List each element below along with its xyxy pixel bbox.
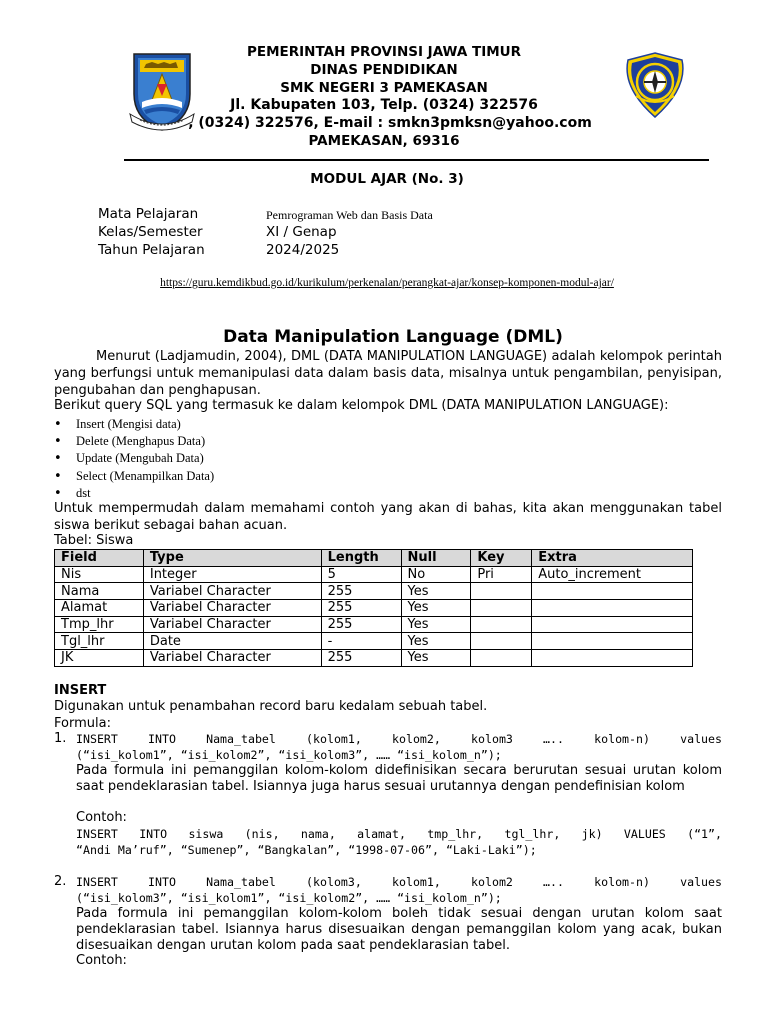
table-row bbox=[55, 650, 693, 667]
table-cell bbox=[532, 616, 693, 633]
meta-value-year: 2024/2025 bbox=[266, 242, 340, 258]
meta-label-subject: Mata Pelajaran bbox=[98, 206, 199, 222]
table-row bbox=[55, 600, 693, 617]
document-title: MODUL AJAR (No. 3) bbox=[310, 171, 464, 187]
meta-value-class: XI / Genap bbox=[266, 224, 337, 240]
formula-explanation: Pada formula ini pemanggilan kolom-kolom didefinisikan secara berurutan sesuai urutan kolom saat pendeklarasian tabel. Isiannya juga harus sesuai urutannya dengan pendefinisian kolom bbox=[76, 763, 722, 795]
table-cell bbox=[532, 583, 693, 600]
column-header: Length bbox=[321, 550, 401, 567]
column-header: Key bbox=[471, 550, 532, 567]
insert-heading: INSERT bbox=[54, 683, 107, 698]
letterhead-contact: , (0324) 322576, E-mail : smkn3pmksn@yahoo.com bbox=[188, 115, 592, 131]
column-header: Extra bbox=[532, 550, 693, 567]
meta-value-subject: Pemrograman Web dan Basis Data bbox=[266, 208, 433, 222]
syntax-line: INSERT INTO Nama_tabel (kolom3, kolom1, kolom2 ….. kolom-n) values bbox=[76, 875, 722, 889]
table-row bbox=[55, 633, 693, 650]
table-cell: Tmp_lhr bbox=[55, 616, 144, 633]
table-cell: - bbox=[321, 633, 401, 650]
table-cell: Yes bbox=[401, 633, 471, 650]
intro-paragraph: Menurut (Ladjamudin, 2004), DML (DATA MANIPULATION LANGUAGE) adalah kelompok perintah yang berfungsi untuk memanipulasi data dalam basis data, misalnya untuk pengambilan, penyisipan, pengubahan dan penghapusan. bbox=[54, 349, 722, 398]
meta-label-class: Kelas/Semester bbox=[98, 224, 203, 240]
list-item: • Insert (Mengisi data) bbox=[54, 416, 214, 433]
example-code-line: INSERT INTO siswa (nis, nama, alamat, tmp_lhr, tgl_lhr, jk) VALUES (“1”, bbox=[76, 827, 722, 841]
table-cell: Nis bbox=[55, 566, 144, 583]
table-caption: Tabel: Siswa bbox=[54, 533, 134, 548]
table-cell: Variabel Character bbox=[143, 600, 321, 617]
table-cell: Alamat bbox=[55, 600, 144, 617]
table-row bbox=[55, 616, 693, 633]
table-cell: 5 bbox=[321, 566, 401, 583]
item-number: 1. bbox=[54, 731, 67, 746]
table-cell bbox=[532, 633, 693, 650]
table-cell: Yes bbox=[401, 583, 471, 600]
table-cell: Date bbox=[143, 633, 321, 650]
table-cell: Yes bbox=[401, 616, 471, 633]
letterhead-address: Jl. Kabupaten 103, Telp. (0324) 322576 bbox=[230, 97, 538, 113]
column-header: Field bbox=[55, 550, 144, 567]
letterhead-city: PAMEKASAN, 69316 bbox=[308, 133, 460, 149]
example-code-line: “Andi Ma’ruf”, “Sumenep”, “Bangkalan”, “1998-07-06”, “Laki-Laki”); bbox=[76, 843, 537, 857]
column-header: Type bbox=[143, 550, 321, 567]
letterhead-province: PEMERINTAH PROVINSI JAWA TIMUR bbox=[246, 44, 522, 60]
table-cell bbox=[471, 583, 532, 600]
table-cell: 255 bbox=[321, 616, 401, 633]
table-cell bbox=[532, 650, 693, 667]
table-cell: Yes bbox=[401, 600, 471, 617]
section-heading: Data Manipulation Language (DML) bbox=[223, 327, 563, 347]
table-cell: Tgl_lhr bbox=[55, 633, 144, 650]
table-cell: Integer bbox=[143, 566, 321, 583]
table-cell: Pri bbox=[471, 566, 532, 583]
table-cell: Variabel Character bbox=[143, 583, 321, 600]
table-cell bbox=[471, 616, 532, 633]
table-header-row bbox=[55, 550, 693, 567]
table-cell: Nama bbox=[55, 583, 144, 600]
table-cell bbox=[471, 633, 532, 650]
table-cell: 255 bbox=[321, 583, 401, 600]
list-item: • dst bbox=[54, 485, 214, 502]
table-cell bbox=[471, 600, 532, 617]
letterhead-school: SMK NEGERI 3 PAMEKASAN bbox=[280, 80, 488, 96]
syntax-line: (“isi_kolom1”, “isi_kolom2”, “isi_kolom3”, …… “isi_kolom_n”); bbox=[76, 748, 502, 762]
table-intro: Untuk mempermudah dalam memahami contoh yang akan di bahas, kita akan menggunakan tabel siswa berikut sebagai bahan acuan. bbox=[54, 501, 722, 533]
syntax-line: (“isi_kolom3”, “isi_kolom1”, “isi_kolom2”, …… “isi_kolom_n”); bbox=[76, 891, 502, 905]
example-label: Contoh: bbox=[76, 953, 127, 968]
table-cell bbox=[471, 650, 532, 667]
table-cell: 255 bbox=[321, 600, 401, 617]
formula-explanation: Pada formula ini pemanggilan kolom-kolom boleh tidak sesuai dengan urutan kolom saat pendeklarasian tabel. Isiannya harus disesuaikan dengan pemanggilan kolom yang acak, bukan disesuaikan dengan urutan kolom pada saat pendeklarasian tabel. bbox=[76, 906, 722, 954]
syntax-line: INSERT INTO Nama_tabel (kolom1, kolom2, kolom3 ….. kolom-n) values bbox=[76, 732, 722, 746]
item-number: 2. bbox=[54, 874, 67, 889]
reference-link[interactable]: https://guru.kemdikbud.go.id/kurikulum/perkenalan/perangkat-ajar/konsep-komponen-modul-ajar/ bbox=[160, 277, 614, 289]
example-label: Contoh: bbox=[76, 810, 127, 825]
letterhead-divider bbox=[124, 159, 709, 161]
list-item: • Select (Menampilkan Data) bbox=[54, 468, 214, 485]
meta-label-year: Tahun Pelajaran bbox=[98, 242, 205, 258]
query-intro: Berikut query SQL yang termasuk ke dalam kelompok DML (DATA MANIPULATION LANGUAGE): bbox=[54, 398, 669, 413]
table-cell: Variabel Character bbox=[143, 616, 321, 633]
column-header: Null bbox=[401, 550, 471, 567]
formula-label: Formula: bbox=[54, 716, 111, 731]
table-cell bbox=[532, 600, 693, 617]
list-item: • Delete (Menghapus Data) bbox=[54, 433, 214, 450]
letterhead-department: DINAS PENDIDIKAN bbox=[310, 62, 458, 78]
table-cell: Yes bbox=[401, 650, 471, 667]
table-cell: Auto_increment bbox=[532, 566, 693, 583]
table-cell: JK bbox=[55, 650, 144, 667]
list-item: • Update (Mengubah Data) bbox=[54, 450, 214, 467]
table-row bbox=[55, 566, 693, 583]
table-cell: No bbox=[401, 566, 471, 583]
insert-description: Digunakan untuk penambahan record baru kedalam sebuah tabel. bbox=[54, 699, 488, 714]
table-row bbox=[55, 583, 693, 600]
siswa-table bbox=[54, 549, 693, 667]
table-cell: Variabel Character bbox=[143, 650, 321, 667]
table-cell: 255 bbox=[321, 650, 401, 667]
dml-command-list bbox=[54, 416, 214, 502]
